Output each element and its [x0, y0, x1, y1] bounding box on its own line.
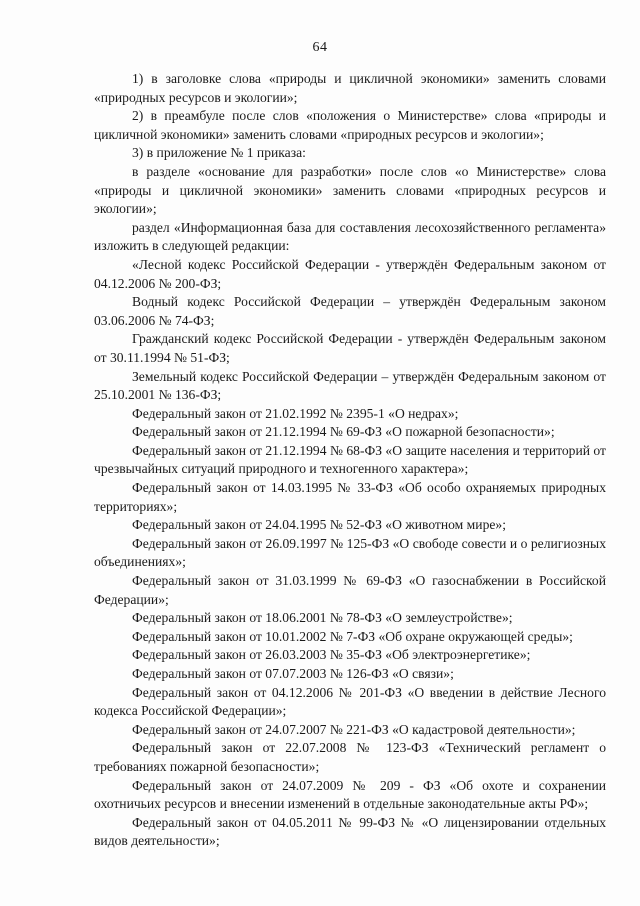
- law-item: Федеральный закон от 26.09.1997 № 125-ФЗ «О свободе совести и о религиозных объединениях»;: [94, 535, 606, 570]
- law-item: Федеральный закон от 04.12.2006 № 201-ФЗ «О введении в действие Лесного кодекса Российской Федерации»;: [94, 684, 606, 719]
- law-item: Федеральный закон от 14.03.1995 № 33-ФЗ «Об особо охраняемых природных территориях»;: [94, 480, 606, 514]
- law-item: Федеральный закон от 07.07.2003 № 126-ФЗ «О связи»;: [132, 666, 454, 681]
- page-number: 64: [312, 40, 328, 55]
- law-item: Федеральный закон от 24.07.2007 № 221-ФЗ «О кадастровой деятельности»;: [132, 721, 576, 737]
- law-item: Федеральный закон от 24.07.2009 № 209 - ФЗ «Об охоте и сохранении охотничьих ресурсов и внесении изменений в отдельные законодательные акты РФ»;: [94, 777, 606, 812]
- law-item: Водный кодекс Российской Федерации – утверждён Федеральным законом 03.06.2006 № 74-ФЗ;: [94, 294, 606, 328]
- law-item: Федеральный закон от 24.04.1995 № 52-ФЗ «О животном мире»;: [132, 517, 506, 533]
- law-item: Земельный кодекс Российской Федерации – утверждён Федеральным законом от 25.10.2001 № 136-ФЗ;: [94, 368, 606, 403]
- law-item: Федеральный закон от 21.02.1992 № 2395-1 «О недрах»;: [132, 405, 459, 421]
- section-basis-amendment: в разделе «основание для разработки» после слов «о Министерстве» слова «природы и цикличной экономики» заменить словами «природных ресурсов и экологии»;: [94, 163, 606, 217]
- amendment-item-3: 3) в приложение № 1 приказа:: [132, 145, 306, 161]
- law-item: Федеральный закон от 21.12.1994 № 69-ФЗ «О пожарной безопасности»;: [132, 424, 555, 440]
- amendment-item-2: 2) в преамбуле после слов «положения о Министерстве» слова «природы и цикличной экономики» заменить словами «природных ресурсов и экологии»;: [94, 108, 606, 142]
- law-item: Федеральный закон от 18.06.2001 № 78-ФЗ «О землеустройстве»;: [132, 610, 513, 626]
- law-item: Федеральный закон от 21.12.1994 № 68-ФЗ «О защите населения и территорий от чрезвычайных ситуаций природного и техногенного характера»;: [94, 442, 606, 477]
- law-item: Федеральный закон от 10.01.2002 № 7-ФЗ «Об охране окружающей среды»;: [132, 628, 573, 644]
- law-item: Гражданский кодекс Российской Федерации - утверждён Федеральным законом от 30.11.1994 № 51-ФЗ;: [94, 331, 606, 365]
- amendment-item-1: 1) в заголовке слова «природы и цикличной экономики» заменить словами «природных ресурсов и экологии»;: [94, 71, 606, 105]
- law-item: Федеральный закон от 26.03.2003 № 35-ФЗ «Об электроэнергетике»;: [132, 647, 531, 663]
- law-item: Федеральный закон от 04.05.2011 № 99-ФЗ № «О лицензировании отдельных видов деятельности»;: [94, 814, 606, 849]
- law-item: «Лесной кодекс Российской Федерации - утверждён Федеральным законом от 04.12.2006 № 200-ФЗ;: [94, 256, 606, 291]
- law-item: Федеральный закон от 31.03.1999 № 69-ФЗ «О газоснабжении в Российской Федерации»;: [94, 573, 606, 607]
- section-info-base-intro: раздел «Информационная база для составления лесохозяйственного регламента» изложить в следующей редакции:: [94, 219, 606, 254]
- document-body: [94, 70, 606, 851]
- law-item: Федеральный закон от 22.07.2008 № 123-ФЗ «Технический регламент о требованиях пожарной безопасности»;: [94, 740, 606, 774]
